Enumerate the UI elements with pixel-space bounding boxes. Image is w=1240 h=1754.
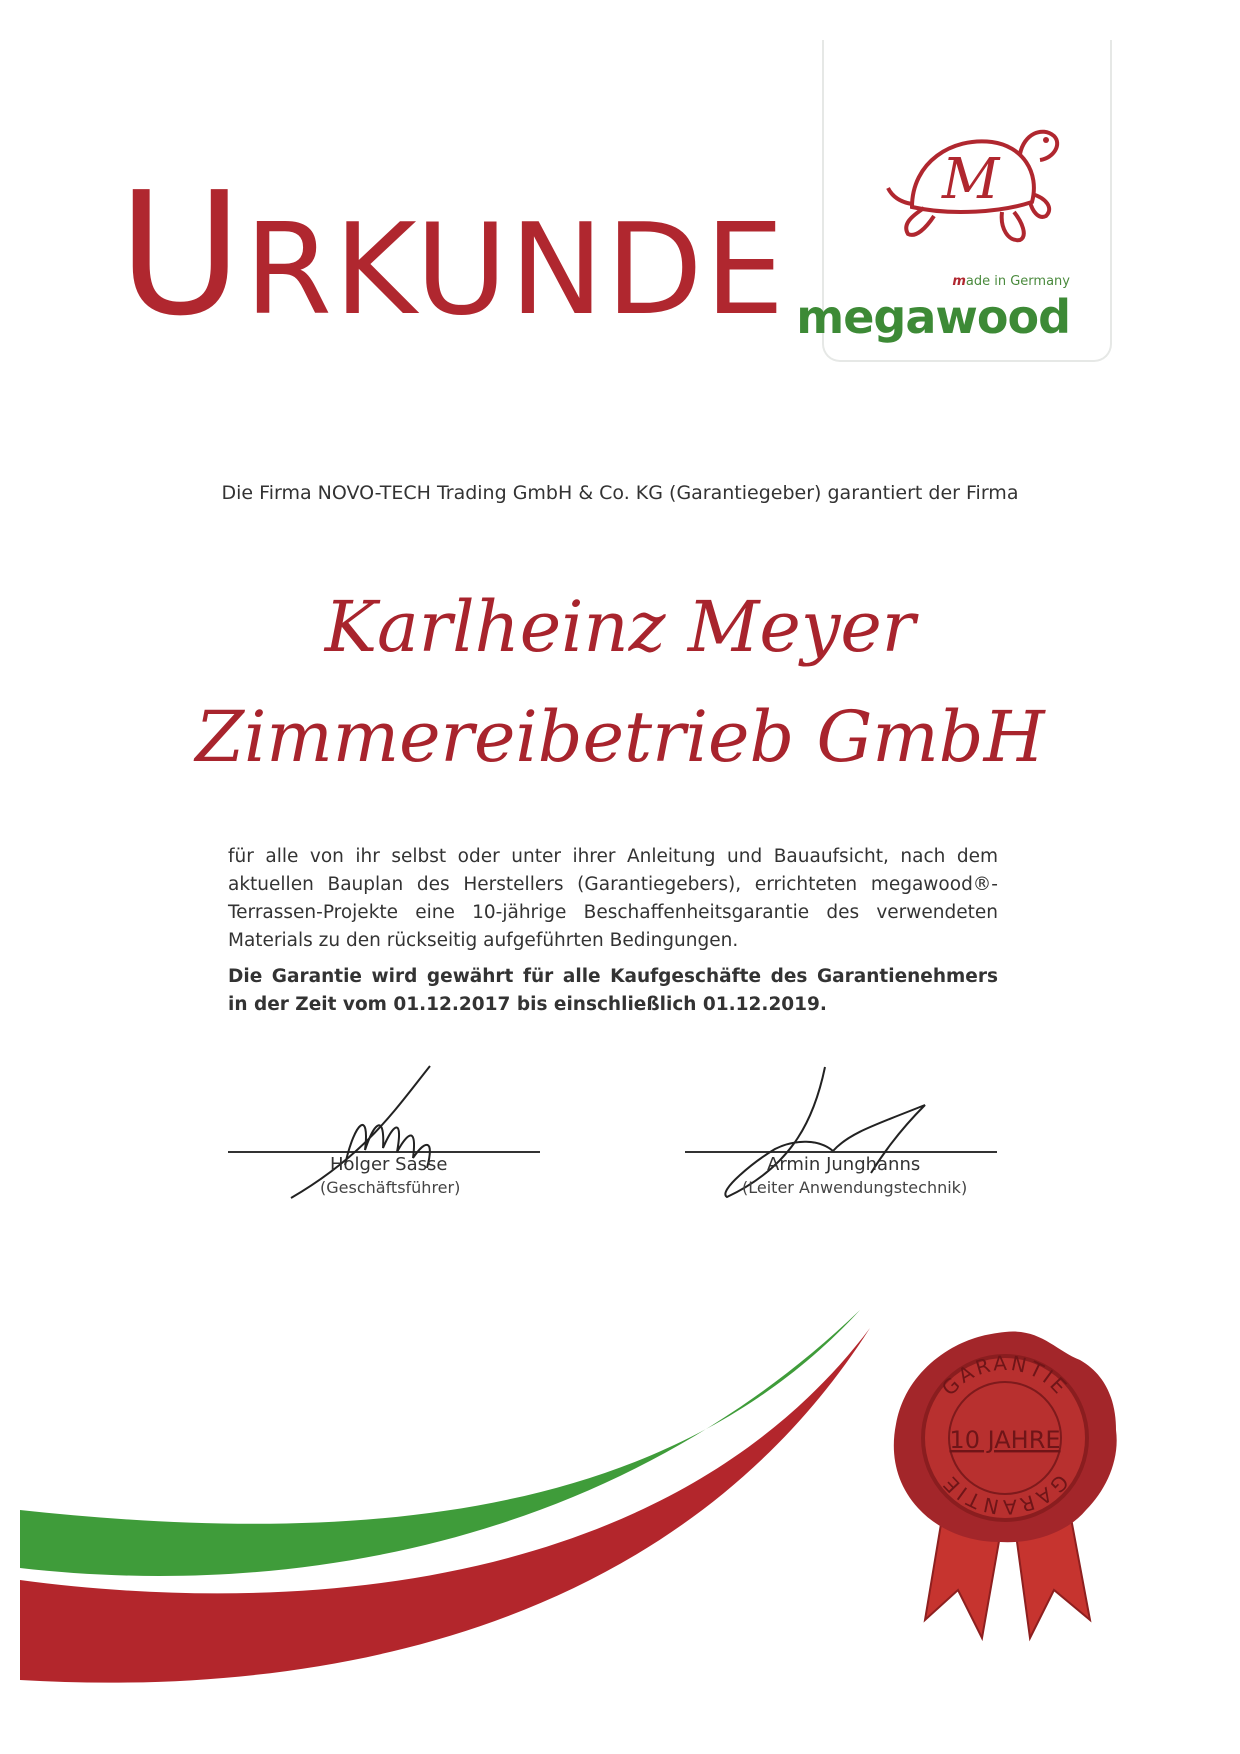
guarantee-period-text: Die Garantie wird gewährt für alle Kaufgeschäfte des Garantienehmers in der Zeit vom 01.12.2017 bis einschließlich 01.12.2019.: [228, 966, 998, 1015]
signatory-role-2: (Leiter Anwendungstechnik): [742, 1178, 968, 1197]
recipient-line-1: Karlheinz Meyer: [324, 586, 916, 668]
wax-seal: [880, 1320, 1130, 1660]
logo-tagline: made in Germany: [952, 274, 1070, 289]
seal-center-text: 10 JAHRE: [949, 1426, 1061, 1454]
green-stripe: [20, 1310, 860, 1576]
title-rest: RKUNDE: [244, 196, 787, 343]
megawood-logo: [796, 40, 1112, 362]
seal-top-text: GARANTIE: [936, 1350, 1074, 1401]
logo-brand-name: megawood: [796, 290, 1070, 344]
certificate-title: [118, 156, 787, 354]
title-initial: U: [118, 156, 245, 354]
logo-mark-letter: M: [942, 147, 1000, 212]
red-stripe: [20, 1328, 870, 1683]
signatory-name-1: Holger Sasse: [330, 1154, 448, 1175]
turtle-logo-icon: [882, 112, 1062, 262]
intro-text: Die Firma NOVO-TECH Trading GmbH & Co. KG (Garantiegeber) garantiert der Firma: [221, 482, 1019, 504]
recipient-line-2: Zimmereibetrieb GmbH: [195, 696, 1045, 778]
signatory-name-2: Armin Junghanns: [767, 1154, 921, 1175]
signatory-role-1: (Geschäftsführer): [320, 1178, 461, 1197]
seal-bottom-text: GARANTIE: [936, 1469, 1074, 1520]
recipient-name: [0, 572, 1240, 792]
warranty-body-text: für alle von ihr selbst oder unter ihrer Anleitung und Bauaufsicht, nach dem aktuellen Bauplan des Herstellers (Garantiegebers), errichteten megawood®-Terrassen-Projekte eine 10-jährige Beschaffenheitsgarantie des verwendeten Materials zu den rückseitig aufgeführten Bedingungen.: [228, 846, 998, 951]
